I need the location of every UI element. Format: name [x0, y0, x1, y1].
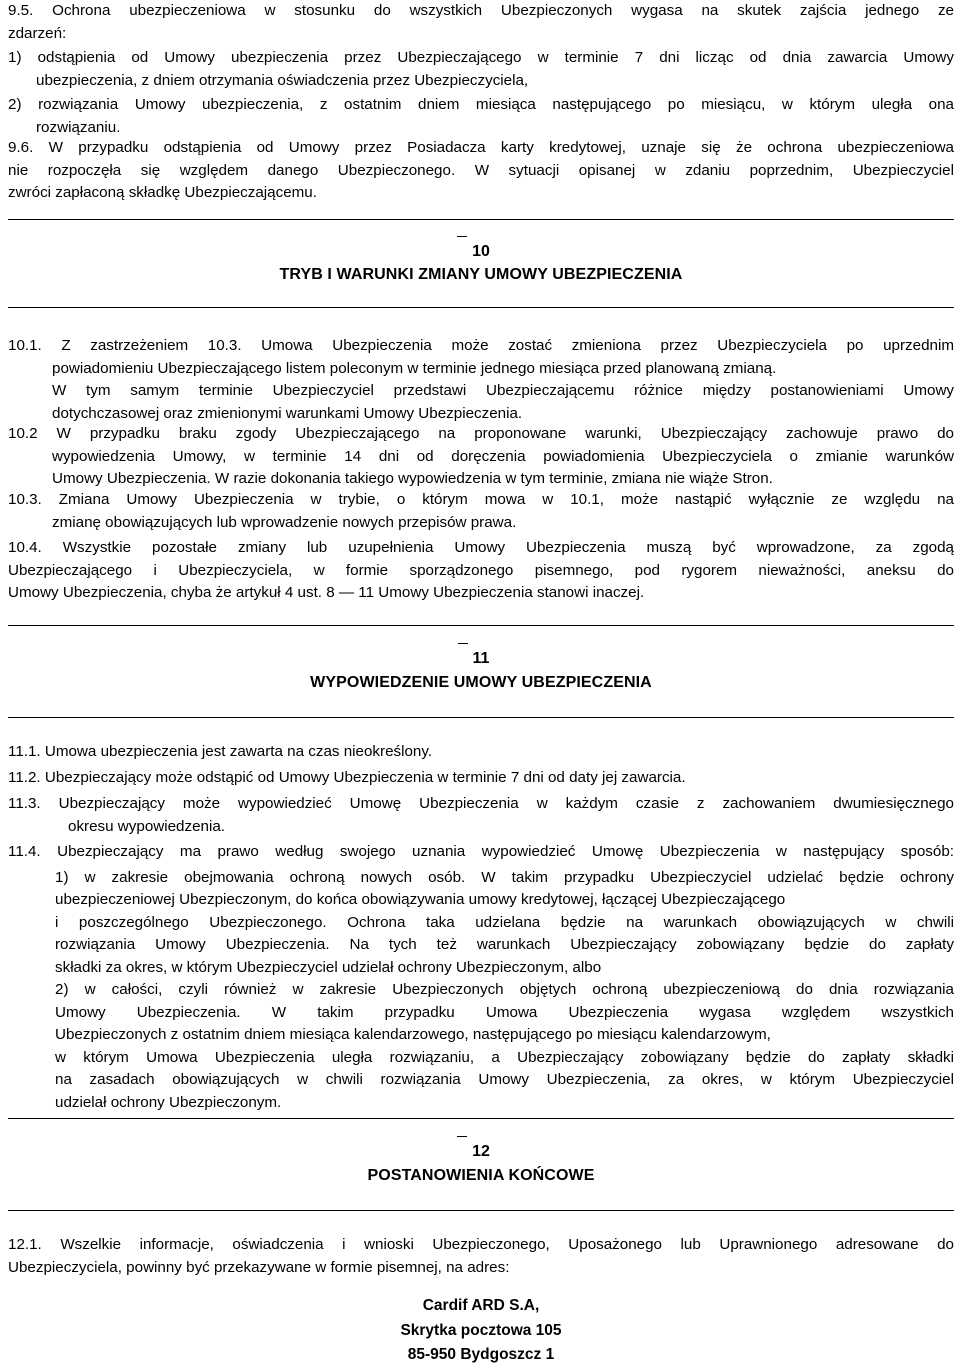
- text-line: 11.3. Ubezpieczający może wypowiedzieć Umowę Ubezpieczenia w każdym czasie z zachowaniem dwumiesięcznego: [8, 795, 954, 812]
- clause-11-4: [8, 841, 954, 1114]
- text-line: okresu wypowiedzenia.: [68, 817, 226, 835]
- text-line: na zasadach obowiązujących w chwili rozwiązania Umowy Ubezpieczenia, za okres, w którym Ubezpieczyciel: [55, 1071, 954, 1088]
- clause-10-1: [8, 335, 954, 425]
- text-line: W tym samym terminie Ubezpieczyciel przedstawi Ubezpieczającemu różnice między postanowieniami Umowy: [52, 382, 954, 399]
- section-divider: [8, 625, 954, 626]
- text-line: 12.1. Wszelkie informacje, oświadczenia i wnioski Ubezpieczonego, Uposażonego lub Uprawnionego adresowane do: [8, 1236, 954, 1253]
- text-line: wypowiedzenia Umowy, w terminie 14 dni od doręczenia powiadomienia Ubezpieczyciela o zmianie warunków: [52, 447, 954, 465]
- text-line: ubezpieczeniowej Ubezpieczonym, do końca obowiązywania umowy kredytowej, łączącej Ubezpieczającego: [55, 891, 786, 908]
- text-line: 11.4. Ubezpieczający ma prawo według swojego uznania wypowiedzieć Umowę Ubezpieczenia w następujący sposób:: [8, 843, 954, 860]
- section-11-title: WYPOWIEDZENIE UMOWY UBEZPIECZENIA: [310, 674, 652, 691]
- text-line: Umowy Ubezpieczenia. W razie dokonania takiego wypowiedzenia w tym terminie, zmiana nie wiąże Stron.: [52, 470, 773, 487]
- clause-10-3: [8, 489, 954, 534]
- text-line: Umowy Ubezpieczenia, chyba że artykuł 4 ust. 8 — 11 Umowy Ubezpieczenia stanowi inaczej.: [8, 584, 645, 601]
- clause-10-2: [8, 423, 954, 491]
- text-line: w którym Umowa Ubezpieczenia uległa rozwiązaniu, a Ubezpieczający zobowiązany będzie do zapłaty składki: [55, 1048, 954, 1066]
- clause-11-1: [8, 741, 954, 764]
- text-line: ubezpieczenia, z dniem otrzymania oświadczenia przez Ubezpieczyciela,: [36, 71, 529, 89]
- clause-11-3: [8, 793, 954, 838]
- text-line: 10.3. Zmiana Umowy Ubezpieczenia w trybie, o którym mowa w 10.1, może nastąpić wyłącznie ze względu na: [8, 491, 954, 508]
- section-11-number: 11: [8, 648, 954, 671]
- text-line: dotychczasowej oraz zmienionymi warunkami Umowy Ubezpieczenia.: [52, 404, 523, 422]
- text-line: i poszczególnego Ubezpieczonego. Ochrona taka udzielana będzie na warunkach obowiązujących w chwili: [55, 913, 954, 931]
- section-divider: [8, 1118, 954, 1119]
- text-line: 11.2. Ubezpieczający może odstąpić od Umowy Ubezpieczenia w terminie 7 dni od daty jej zawarcia.: [8, 769, 686, 786]
- text-line: rozwiązania Umowy Ubezpieczenia. Na tych też warunkach Ubezpieczający zobowiązany będzie do zapłaty: [55, 936, 954, 953]
- section-10-number: 10: [8, 241, 954, 264]
- text-line: 1) odstąpienia od Umowy ubezpieczenia przez Ubezpieczającego w terminie 7 dni licząc od dnia zawarcia Umowy: [8, 49, 954, 66]
- text-line: nie rozpoczęła się względem danego Ubezpieczonego. W sytuacji opisanej w zdaniu poprzednim, Ubezpieczyciel: [8, 161, 954, 179]
- address-block: [8, 1294, 954, 1368]
- clause-11-2: [8, 767, 954, 790]
- section-12-number: 12: [8, 1141, 954, 1164]
- clause-12-1: [8, 1234, 954, 1279]
- section-divider: [8, 219, 954, 220]
- text-line: składki za okres, w którym Ubezpieczyciel udzielał ochrony Ubezpieczonym, albo: [55, 958, 602, 976]
- text-line: zwróci zapłaconą składkę Ubezpieczającemu.: [8, 184, 317, 201]
- text-line: 11.1. Umowa ubezpieczenia jest zawarta na czas nieokreślony.: [8, 743, 433, 760]
- address-line-city: 85-950 Bydgoszcz 1: [407, 1346, 555, 1363]
- section-divider: [8, 307, 954, 308]
- text-line: zmianę obowiązujących lub wprowadzenie nowych przepisów prawa.: [52, 513, 517, 531]
- section-10-title: TRYB I WARUNKI ZMIANY UMOWY UBEZPIECZENIA: [279, 266, 683, 283]
- text-line: Ubezpieczyciela, powinny być przekazywane w formie pisemnej, na adres:: [8, 1258, 510, 1276]
- text-line: 2) w całości, czyli również w zakresie Ubezpieczonych objętych ochroną ubezpieczeniową do dnia rozwiązania: [55, 981, 954, 998]
- text-line: 10.2 W przypadku braku zgody Ubezpieczającego na proponowane warunki, Ubezpieczający zachowuje prawo do: [8, 425, 954, 442]
- text-line: 10.4. Wszystkie pozostałe zmiany lub uzupełnienia Umowy Ubezpieczenia muszą być wprowadzone, za zgodą: [8, 539, 954, 556]
- text-line: Ubezpieczonych z ostatnim dniem miesiąca kalendarzowego, następującego po miesiącu kalendarzowym,: [55, 1026, 771, 1043]
- section-divider: [8, 717, 954, 718]
- clause-9-5: [8, 0, 954, 139]
- section-12-title: POSTANOWIENIA KOŃCOWE: [367, 1167, 595, 1184]
- text-line: Umowy Ubezpieczenia. W takim przypadku Umowa Ubezpieczenia wygasa względem wszystkich: [55, 1003, 954, 1021]
- text-line: powiadomieniu Ubezpieczającego listem poleconym w terminie jednego miesiąca przed planowaną zmianą.: [52, 359, 777, 377]
- clause-10-4: [8, 537, 954, 605]
- address-line-company: Cardif ARD S.A,: [422, 1297, 540, 1314]
- clause-9-6: [8, 137, 954, 205]
- address-line-pobox: Skrytka pocztowa 105: [400, 1321, 562, 1339]
- text-line: Ubezpieczającego i Ubezpieczyciela, w formie sporządzonego pisemnego, pod rygorem nieważności, aneksu do: [8, 561, 954, 579]
- text-line: 10.1. Z zastrzeżeniem 10.3. Umowa Ubezpieczenia może zostać zmieniona przez Ubezpieczyciela po uprzednim: [8, 337, 954, 354]
- section-divider: [8, 1210, 954, 1211]
- text-line: zdarzeń:: [8, 24, 67, 42]
- text-line: 9.5. Ochrona ubezpieczeniowa w stosunku do wszystkich Ubezpieczonych wygasa na skutek zajścia jednego ze: [8, 2, 954, 19]
- text-line: 1) w zakresie obejmowania ochroną nowych osób. W takim przypadku Ubezpieczyciel udzielać będzie ochrony: [55, 868, 954, 886]
- text-line: udzielał ochrony Ubezpieczonym.: [55, 1093, 282, 1111]
- text-line: rozwiązaniu.: [36, 118, 121, 136]
- text-line: 9.6. W przypadku odstąpienia od Umowy przez Posiadacza karty kredytowej, uznaje się że ochrona ubezpieczeniowa: [8, 139, 954, 156]
- text-line: 2) rozwiązania Umowy ubezpieczenia, z ostatnim dniem miesiąca następującego po miesiącu, w którym uległa ona: [8, 96, 954, 113]
